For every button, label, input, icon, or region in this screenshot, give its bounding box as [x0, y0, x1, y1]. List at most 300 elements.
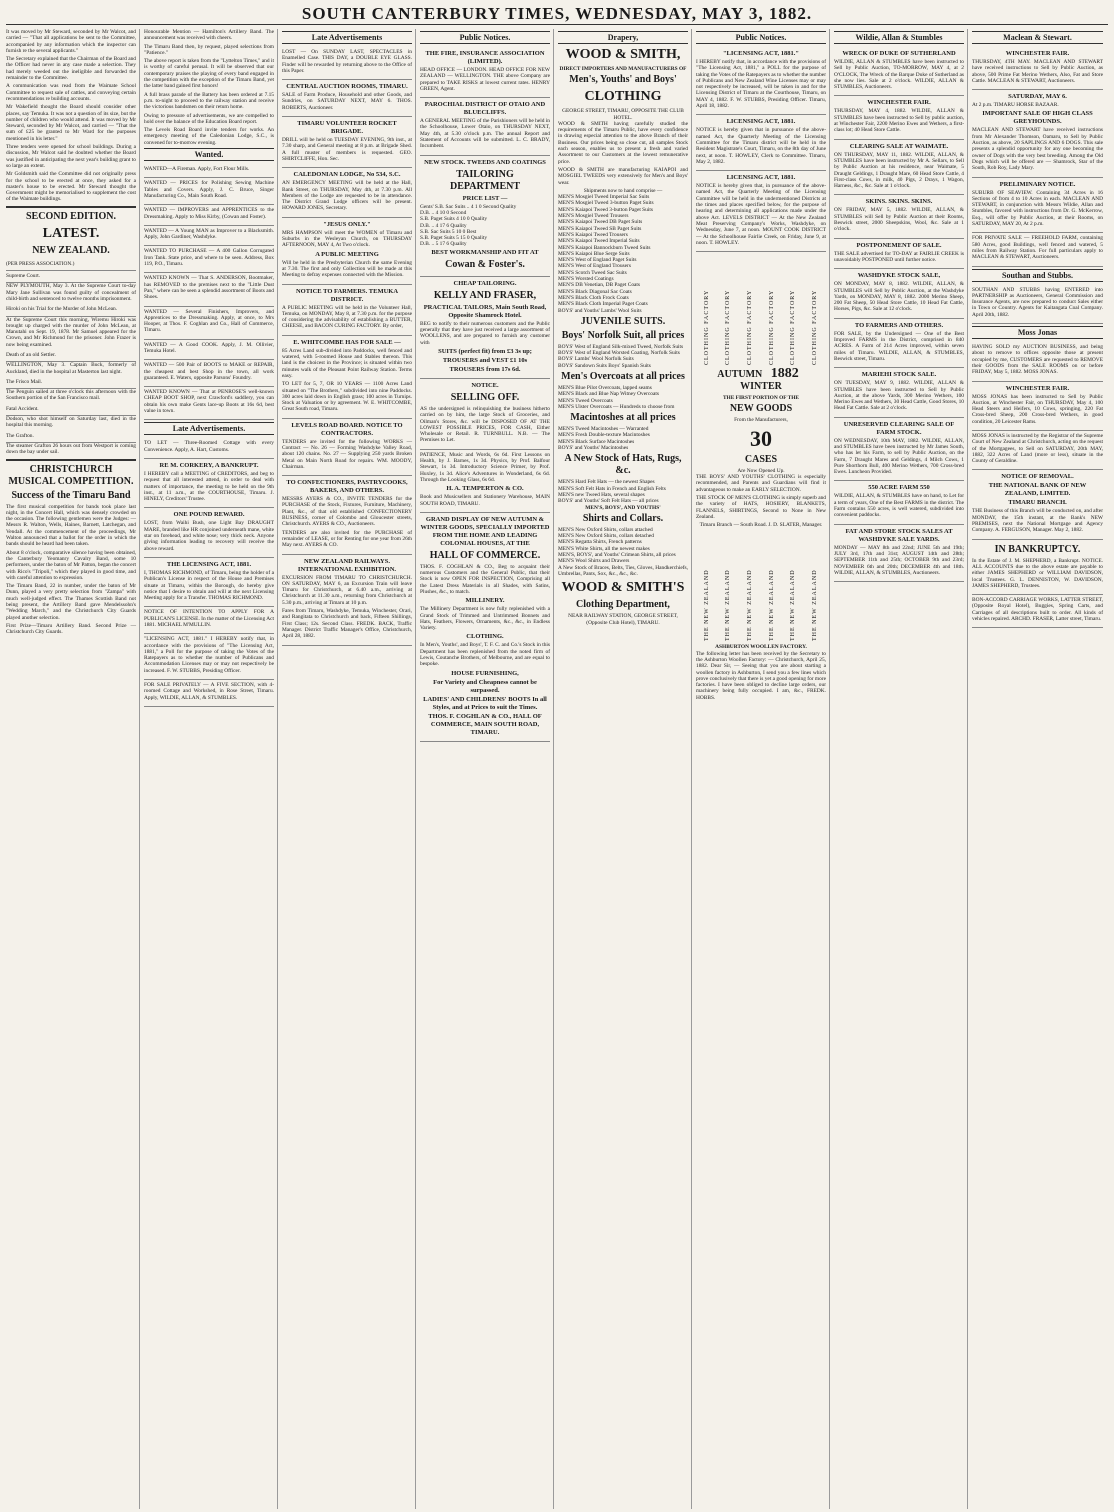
norfolk-heading: Boys' Norfolk Suit, all prices	[561, 329, 685, 341]
ad-title: LEVELS ROAD BOARD. NOTICE TO CONTRACTORS.	[291, 421, 403, 437]
ad-text: MACLEAN AND STEWART have received instructions from Mr Alexander Thomson, Oamaru, to Sell by Public Auction, as above, 20 SAPLINGS AND 6 DOGS. This sale presents a splendid opportunity for any one becoming the owner of Dogs with the very best breeding. Among the Old Dogs which will be offered are — Shamrock, Star of the South, Rob Roy, Lady Mary.	[972, 127, 1103, 172]
price-row: S.B. Paget Suits 5 15 0 Quality	[420, 235, 488, 242]
classified-ad	[972, 540, 1103, 595]
ad-text: MRS HAMPSON will meet the WOMEN of Timaru and Suburbs in the Wesleyan Church, on THURSDAY AFTERNOON, MAY 4, At Two o'clock.	[282, 229, 412, 249]
list-item: MEN'S West of England Paget Suits	[558, 257, 637, 264]
classified-ad	[972, 470, 1103, 539]
classified-ad	[144, 607, 274, 634]
paragraph: The Secretary explained that the Chairman of the Board and the Officer had never in any case made a selection. They had merely weeded out the ineligible and forwarded the remainder to the Committee.	[6, 56, 136, 82]
classified-ad	[282, 336, 412, 419]
ad-title: THE FIRE, INSURANCE ASSOCIATION (LIMITED).	[425, 50, 545, 65]
ad-text: FOR SALE, by the Undersigned — One of the Best Improved FARMS in the District, comprised in 840 ACRES. A Farm of 214 Acres improved, within seven miles of Timaru. WILDIE, ALLAN, & STUMBLES, Beswick street, Timaru.	[834, 330, 964, 362]
classified-ad	[420, 47, 550, 98]
juvenile-list	[558, 344, 688, 369]
ad-title: SKINS. SKINS. SKINS.	[865, 198, 933, 206]
paragraph: The following letter has been received by the Secretary to the Ashburton Woollen Factory: — Christchurch, April 25, 1882. Dear Sir, — Seeing that you are about starting a woollen factory in Ashburton, I send you a few lines which prove conclusively that there is yet a good opening for more factories. I have been obliged to decline large orders, our machinery being fully occupied. I am, &c., FREDK. HOBBS.	[696, 650, 826, 701]
tailors-ad	[420, 277, 550, 379]
ad-title: THE NATIONAL BANK OF NEW ZEALAND, LIMITED.	[988, 482, 1087, 498]
vertical-text: CLOTHING FACTORY	[811, 289, 818, 366]
paragraph: A communication was read from the Waimate School Committee to request sale of cattles, and conveying certain recommendations re building accounts.	[6, 83, 136, 102]
ad-text: TENDERS are also invited for the PURCHASE of remainder of LEASE, or for Renting for one year from 26th May next. AYERS & CO.	[282, 529, 412, 549]
columns	[6, 29, 1108, 1509]
classified-ad	[144, 508, 274, 557]
classified-ad	[972, 342, 1103, 381]
ad-title: CLOTHING.	[466, 633, 504, 641]
list-item: MEN'S Scotch Tweed Sac Suits	[558, 269, 627, 276]
ad-title: NEW STOCK. TWEEDS AND COATINGS	[424, 158, 546, 166]
ad-text: Will be held in the Presbyterian Church the same Evening at 7.30. The first and only Collection will be made at this Meeting to defray expenses connected with the Mission.	[282, 259, 412, 279]
latest-heading: LATEST.	[42, 225, 100, 241]
classified-ad	[972, 90, 1103, 177]
trousers-price: TROUSERS from 17s 6d.	[449, 365, 521, 373]
price-row: D.B. .. 4 17 6 Quality	[420, 222, 467, 229]
list-item: MEN'S Black Cloth Frock Coats	[558, 294, 629, 301]
list-item: MEN'S DB Venetian, DB Paget Coats	[558, 282, 641, 289]
classified-ad	[282, 47, 412, 80]
list-item: BOYS' Lambs' Wool Norfolk Suits	[558, 356, 634, 363]
price-row: D.B. .. 4 10 0 Second	[420, 209, 467, 216]
ad-text: AS the undersigned is relinquishing the business hitherto carried on by him, the large Stock of Groceries, and Oilman's Stores, &c. will be DISPOSED OF AT THE LOWEST POSSIBLE PRICES, FOR CASH, Either Wholesale or Retail. R. TURNBULL. N.B. — The Premises to Let.	[420, 405, 550, 444]
ad-title: UNRESERVED CLEARING SALE OF FARM STOCK.	[843, 420, 955, 436]
ad-title: TO CONFECTIONERS, PASTRYCOOKS, BAKERS, AND OTHERS.	[286, 479, 408, 495]
ad-text: EXCURSION FROM TIMARU TO CHRISTCHURCH. ON SATURDAY, MAY 6, an Excursion Train will leave Timaru for Christchurch, at 6.40 a.m., arriving at Christchurch at 11.30 a.m., returning from Christchurch at 5.30 p.m., arriving at Timaru at 10 p.m.	[282, 574, 412, 606]
press-association: (PER PRESS ASSOCIATION.)	[6, 259, 136, 271]
ad-title: THOS. F. COGHLAN & CO., HALL OF COMMERCE, MAIN SOUTH ROAD, TIMARU.	[428, 712, 542, 736]
classified-ad	[696, 171, 826, 252]
ad-title: NOTICE TO FARMERS. TEMUKA DISTRICT.	[295, 287, 399, 303]
divider	[6, 459, 136, 461]
vertical-text: THE NEW ZEALAND	[768, 569, 775, 642]
classified-ad	[834, 481, 964, 524]
headline: Supreme Court.	[6, 271, 136, 283]
classified-ad	[972, 431, 1103, 470]
column-2	[144, 29, 278, 1509]
classified-ad	[834, 418, 964, 482]
ad-text: WANTED — A Young MAN as Improver to a Blacksmith. Apply, John Gardiner, Washdyke.	[144, 227, 274, 241]
paragraph: The Penguin sailed at three o'clock this afternoon with the Southern portion of the San Francisco mail.	[6, 389, 136, 402]
list-item: MEN'S Kaiapoi Tweed Imperial Suits	[558, 238, 640, 245]
season-heading	[696, 368, 826, 393]
section-header-maclean: Maclean & Stewart.	[972, 31, 1103, 44]
ad-title: WASHDYKE STOCK SALE,	[857, 272, 941, 280]
paragraph: Mr Goldsmith said the Committee did not originally press for the school to be erected at once, they asked for a master's house to be erected. Mr Steward thought the Government might be memorialised to supplement the cost of the Waimate buildings.	[6, 171, 136, 203]
paragraph: WOOD & SMITH are manufacturing KAIAPOI and MOSGIEL TWEEDS very extensively for Men's and Boys' wear.	[558, 166, 688, 186]
new-goods-heading: NEW GOODS	[729, 403, 793, 415]
ad-text: THE SALE advertised for TO-DAY at FAIRLIE CREEK is unavoidably POSTPONED until further notice.	[834, 250, 964, 263]
selling-off-ad	[420, 379, 550, 450]
second-edition-heading: SECOND EDITION.	[25, 210, 117, 222]
price-row: S.B. Sac Suits 5 10 0 Best	[420, 228, 477, 235]
ad-text: THURSDAY, 4TH MAY. MACLEAN AND STEWART have received instructions to Sell by Public Auction, as above, 500 Prime Fat Merino Wethers, Also, Fat and Store Cattle. MACLEAN & STEWART, Auctioneers.	[972, 59, 1103, 84]
paragraph: A full brass parade of the Battery has been ordered at 7.15 p.m. to-night to proceed to the railway station and receive the victorious bandsmen on their return home.	[144, 91, 274, 111]
list-item: MEN'S new Tweed Hats, several shapes	[558, 491, 645, 498]
list-item: MEN'S Regatta Shirts, French patterns	[558, 539, 642, 546]
list-item: MEN'S West of England Trousers	[558, 263, 631, 270]
ad-text: THOS. F. COGHLAN & CO., Beg to acquaint their numerous Customers and the General Public, that their Stock is now OPEN FOR INSPECTION, Comprising all the Latest Dress Materials in all Shades, with Satins, Plushes, &c., to match.	[420, 563, 550, 595]
list-item: BOYS' and Youths' Lambs' Wool Suits	[558, 307, 642, 314]
list-item: MEN'S Kaiapoi Tweed 3-button Paget Suits	[558, 206, 653, 213]
ad-title: LICENSING ACT, 1881.	[726, 174, 796, 182]
macintoshes-list	[558, 426, 688, 451]
ad-title: PRACTICAL TAILORS, Main South Road, Opposite Shamrock Hotel.	[423, 303, 547, 319]
ad-title: ONE POUND REWARD.	[173, 511, 245, 519]
classified-ad	[144, 273, 274, 306]
classified-ad	[144, 680, 274, 707]
list-item: MEN'S Kaiapoi Tweed Trousers	[558, 231, 628, 238]
paragraph: Three tenders were opened for school buildings. During a discussion, Mr Walcot said he doubted whether the Board was justified in anticipating the next year's building grant to so large an extent.	[6, 144, 136, 169]
list-item: MEN'S Mosgiel Tweed Trousers	[558, 213, 629, 220]
vertical-text: THE NEW ZEALAND	[725, 569, 732, 642]
price-list-heading: PRICE LIST —	[462, 194, 508, 202]
vertical-banner	[696, 531, 826, 641]
clothing-department: Clothing Department,	[576, 599, 670, 611]
paragraph: It was moved by Mr Steward, seconded by Mr Walcot, and carried — "That all applications be sent to the Committee, accompanied by any information which the inspector can furnish re the several applicants."	[6, 29, 136, 54]
ad-text: WANTED — 500 Pair of BOOTS to MAKE or REPAIR, the cheapest and best Shop in the town, all work guaranteed. E. Waters, opposite Parsons' Foundry.	[144, 362, 274, 381]
ad-text: WANTED — PRICES for Polishing Sewing Machine Tables and Covers. Apply, J. C. Bruce, Singer Manufacturing Co., Main South Road.	[144, 180, 274, 199]
ad-title: WINCHESTER FAIR.	[1005, 384, 1070, 392]
ad-title: NOTICE OF REMOVAL.	[1001, 473, 1074, 481]
price-row: S.B. Paget Suits 4 10 0 Quality	[420, 216, 488, 223]
list-item: MEN'S Black and Blue Nap Witney Overcoats	[558, 391, 659, 398]
classified-ad	[834, 239, 964, 270]
hall-of-commerce: HALL OF COMMERCE.	[429, 549, 541, 561]
list-item: MEN'S Kaiapoi Tweed SB Paget Suits	[558, 225, 642, 232]
cowan-foster: Cowan & Foster's.	[445, 258, 525, 270]
ad-text: Fares from Timaru, Washdyke, Temuka, Winchester, Orari, and Rangitata to Christchurch and back, Fifteen Shillings, First Class; 12s. Second Class. FREDK. BACK, Traffic Manager. District Traffic Manager's Office, Christchurch, April 28, 1882.	[282, 608, 412, 640]
list-item: BOYS' West of England Silk-mixed Tweed, Norfolk Suits	[558, 343, 684, 350]
column-7	[834, 29, 968, 1509]
clothing-heading: CLOTHING	[584, 89, 662, 105]
classified-ad	[972, 382, 1103, 431]
classified-ad	[144, 226, 274, 247]
new-zealand-heading: NEW ZEALAND.	[32, 244, 110, 256]
suits-price: SUITS (perfect fit) from £3 3s up;	[438, 347, 532, 355]
classified-ad	[144, 459, 274, 508]
classified-ad	[144, 246, 274, 273]
vertical-banner	[696, 255, 826, 365]
cases-label: CASES	[744, 453, 778, 465]
ad-text: TO LET — Three-Roomed Cottage with every Convenience. Apply, A. Hart, Customs.	[144, 440, 274, 453]
section-header-public-notices: Public Notices.	[696, 31, 826, 44]
wood-smith-title: WOOD & SMITH,	[565, 47, 681, 62]
list-item: MEN'S Tweed Macintoshes — Warranted	[558, 426, 649, 433]
list-item: MEN'S New Oxford Shirts, collars detached	[558, 533, 654, 540]
list-item: MEN'S Mosgiel Tweed 3-button Paget Suits	[558, 200, 654, 207]
ad-text: SALE of Farm Produce, Household and other Goods, and Sundries, on SATURDAY NEXT, MAY 6. THOS. ROBERTS, Auctioneer.	[282, 92, 412, 111]
list-item: MEN'S Worsted Coatings	[558, 276, 614, 283]
list-item: MEN'S Kaiapoi Bannockburn Tweed Suits	[558, 244, 651, 251]
classified-ad	[834, 319, 964, 368]
ad-text: AN EMERGENCY MEETING will be held at the Hall, Bank Street, on THURSDAY, May 4th, at 7.30 p.m. All Members of the Lodge are requested to be in attendance. The District Grand Lodge officers will be present. HOWARD JONES, Secretary.	[282, 180, 412, 212]
success-heading: Success of the Timaru Band	[11, 489, 131, 501]
overcoats-heading: Men's Overcoats at all prices	[561, 370, 685, 382]
ad-title: MEN'S, BOYS', AND YOUTHS'	[585, 504, 661, 511]
cases-count: 30	[750, 425, 772, 451]
ad-text: NOTICE is hereby given that, in pursuance of the above-named Act, the Quarterly Meeting of the Licensing Committee will be held in the undermentioned Districts at the times and places specified below, for the purpose of hearing and determining all applications made under the above Act. LEVELS DISTRICT — At the New Zealand Meat Preserving Company's Works, Washdyke, on Wednesday, June 7, at noon. MOUNT COOK DISTRICT — At the Schoolhouse Fairlie Creek, on Friday, June 9, at noon. T. HOWLEY.	[696, 183, 826, 246]
vertical-text: CLOTHING FACTORY	[790, 289, 797, 366]
paragraph: Owing to pressure of advertisements, we are compelled to hold over the balance of the Education Board report.	[144, 112, 274, 125]
section-header-southan: Southan and Stubbs.	[972, 269, 1103, 282]
vertical-text: THE NEW ZEALAND	[811, 569, 818, 642]
overcoats-list	[558, 385, 688, 410]
ad-text: The Millinery Department is now fully replenished with a Grand Stock of Trimmed and Untrimmed Bonnets and Hats, Feathers, Flowers, Ornaments, &c., &c., in Endless Variety.	[420, 606, 550, 632]
ad-text: At 2 p.m. TIMARU HORSE BAZAAR.	[972, 102, 1059, 109]
ad-title: Shipments now to hand comprise —	[583, 187, 663, 194]
vertical-text: THE NEW ZEALAND	[790, 569, 797, 642]
ad-text: LOST, from Waihi Bush, one Light Bay DRAUGHT MARE, branded like HR conjoined underneath mane, white star on forehead, and white nose; very thick neck. Anyone giving information leading to recovery will receive the above reward.	[144, 520, 274, 552]
shirts-list	[558, 527, 688, 565]
vertical-text: CLOTHING FACTORY	[725, 289, 732, 366]
ad-title: THE FIRST PORTION OF THE	[722, 395, 800, 402]
vertical-text: CLOTHING FACTORY	[746, 289, 753, 366]
column-5	[558, 29, 692, 1509]
ad-text: NOTICE OF INTENTION TO APPLY FOR A PUBLICAN'S LICENSE. In the matter of the Licensing Act 1881. MICHAEL M'MULLIN.	[144, 609, 274, 628]
ad-text: In Men's, Youths', and Boys', T. F. C. and Co.'s Stock in this Department has been replenished from the noted firm of Lewis, Coutanche Brothers, of Melbourne, and are equal to bespoke.	[420, 642, 550, 668]
ad-text: WANTED TO PURCHASE — A 400 Gallon Corrugated Iron Tank. State price, and where to be seen. Address, Box 119, P.O., Timaru.	[144, 248, 274, 268]
ad-title: CENTRAL AUCTION ROOMS, TIMARU.	[286, 83, 408, 91]
list-item: MEN'S, BOYS', and Youths' Crimean Shirts, all prices	[558, 552, 676, 559]
ad-text: NOTICE is hereby given that in pursuance of the above-named Act, the Quarterly Meeting of the Licensing Committee for the Timaru district will be held in the Resident Magistrate's Court, Timaru, on the 8th day of June next, at noon. T. HOWLEY, Clerk to Committee. Timaru, May 2, 1882.	[696, 127, 826, 165]
ad-text: LOST — On SUNDAY LAST, SPECTACLES in Enamelled Case. THIS DAY, a DOUBLE EYE GLASS. Finder will be rewarded by returning above to the Office of this Paper.	[282, 49, 412, 74]
paragraph: The above report is taken from the "Lyttelton Times," and it is worthy of careful perusal. It will be observed that our contemporary praises the playing of every band engaged in the competition with the exception of the Timaru Band, yet the latter band gained first honors!	[144, 58, 274, 90]
classified-ad	[282, 285, 412, 336]
list-item: MEN'S Kaiapoi Tweed DB Paget Suits	[558, 219, 643, 226]
classified-ad	[144, 558, 274, 607]
classified-ad	[972, 285, 1103, 324]
ad-title: CLEARING SALE AT WAIMATE.	[849, 142, 949, 150]
paragraph: The steamer Grafton 26 hours out from Westport is coming down the bay under sail.	[6, 442, 136, 456]
mens-youths-boys: Men's, Youths' and Boys'	[569, 74, 677, 86]
vertical-text: CLOTHING FACTORY	[703, 289, 710, 366]
ad-title: From the Manufacturers,	[734, 417, 788, 424]
paragraph: Dodson, who shot himself on Saturday last, died in the hospital this morning.	[6, 416, 136, 429]
ad-text: In the Estate of J. M. SHEPHERD, a Bankrupt. NOTICE. ALL ACCOUNTS due to the above estate are payable to either JAMES SHEPHERD or WILLIAM DAVIDSON, local Trustees. G. L. DENNISTON, W. DAVIDSON, JAMES SHEPHERD, Trustees.	[972, 557, 1103, 589]
ad-text: 85 Acres Land sub-divided into Paddocks, well fenced and watered, with 5-roomed House and Stables thereon. This land is the choicest in the Province; is situated within two minutes walk of the Pleasant Point Railway Station. Terms easy.	[282, 347, 412, 379]
ad-title: WINCHESTER FAIR.	[867, 99, 931, 107]
classified-ad	[282, 168, 412, 217]
column-4	[420, 29, 554, 1509]
ad-text: PATIENCE, Music and Words, 6s 6d. First Lessons on Health, by J. Barnes, 1s 3d. Physics, by Prof. Balfour Stewart, 1s 3d. Introductory Science Primer, by Prof. Huxley, 1s 3d. Alice's Adventures in Wonderland, 6s 6d. Through the Looking Glass, 6s 6d.	[420, 451, 550, 483]
price-list	[420, 204, 550, 248]
ad-title: 550 ACRE FARM 550	[868, 484, 930, 492]
classified-ad	[144, 340, 274, 361]
paragraph: The Timaru Band then, by request, played selections from "Patience."	[144, 43, 274, 56]
headline: Hiroki on his Trial for the Murder of John McLean.	[6, 304, 136, 316]
christchurch-heading: CHRISTCHURCH MUSICAL COMPETITION.	[8, 463, 134, 487]
ad-text: WANTED KNOWN — That S. ANDERSON, Bootmaker, has REMOVED to the premises next to the "Little Dust Pan," where can be seen a splendid assortment of Boots and Shoes.	[144, 275, 274, 301]
classified-ad	[834, 269, 964, 318]
ad-title: LADIES' AND CHILDRENS' BOOTS In all Styles, and at Prices to suit the Times.	[423, 695, 547, 711]
ad-text: ON WEDNESDAY, 10th MAY, 1882. WILDIE, ALLAN, and STUMBLES have been instructed by Mr James South, who has let his Farm, to sell by Public Auction, on the Farm, 7 Draught Mares and Geldings, 4 Milch Cows, 1 Pure Shorthorn Bull, 400 Merino Wethers, 700 Cross-bred Ewes. Luncheon Provided.	[834, 437, 964, 476]
classified-ad	[282, 80, 412, 117]
price-row: D.B. .. 5 17 6 Quality	[420, 241, 467, 248]
headline: Fatal Accident.	[6, 404, 136, 416]
list-item: MEN'S Fresh Double-texture Macintoshes	[558, 432, 650, 439]
ad-text: WANTED KNOWN — That at PENROSE'S well-known CHEAP BOOT SHOP, next Crawford's saddlery, you can obtain his own make Gents lace-up Boots at 16s 6d, best value in town.	[144, 389, 274, 415]
classified-ad	[972, 178, 1103, 234]
section-header-wildie: Wildie, Allan & Stumbles	[834, 31, 964, 44]
paragraph: The Timaru Band, 22 in number, under the baton of Mr Dunn, played a very pretty selection from "Zampa" with much well-judged effect. The Thames Scottish Band not being present, the Artillery Band gave Mendelssohn's "Wedding March," and the Christchurch City Guards played another selection.	[6, 583, 136, 621]
paragraph: The Levels Road Board invite tenders for works. An emergency meeting of the Caledonian Lodge, S.C., is convened for to-morrow evening.	[144, 127, 274, 146]
ad-title: Timaru Branch — South Road. J. D. SLATER, Manager.	[699, 522, 823, 529]
paragraph: Mr Wakefield thought the Board should consider other places, say Temuka. It was not a question of its size, but the number of children who would attend. It was moved by Mr Steward, seconded by Mr Walcot, and carried — "That the sum of £25 be granted to Mr Ward for the purposes mentioned in his letter."	[6, 104, 136, 142]
ad-title: DIRECT IMPORTERS AND MANUFACTURERS OF	[559, 66, 687, 72]
list-item: BOYS' and Youths' Soft Felt Hats — all prices	[558, 498, 659, 505]
ad-text: ON FRIDAY, MAY 5, 1882. WILDIE, ALLAN, & STUMBLES will Sell by Public Auction at their Rooms, Beswick street, 2000 Sheepskins, Wool, &c. Sale at 1 o'clock.	[834, 207, 964, 233]
classified-ad	[282, 218, 412, 285]
headline: Death of an old Settler.	[6, 350, 136, 362]
hall-commerce-ad	[420, 513, 550, 742]
classified-ad	[834, 368, 964, 417]
classified-ad	[144, 205, 274, 226]
ad-title: NOTICE.	[471, 381, 499, 389]
divider	[6, 206, 136, 208]
ad-title: MARIEHI STOCK SALE.	[861, 371, 937, 379]
ad-text: HEAD OFFICE — LONDON. HEAD OFFICE FOR NEW ZEALAND — WELLINGTON. THE above Company are prepared to TAKE RISKS at lowest current rates. HENRY GREEN, Agent.	[420, 67, 550, 92]
hats-list	[558, 479, 688, 504]
list-item: MEN'S Blue Pilot Overcoats, lapped seams	[558, 384, 652, 391]
ad-title: LICENSING ACT, 1881.	[726, 118, 796, 126]
shipment-list	[558, 194, 688, 314]
ad-title: "JESUS ONLY."	[323, 220, 371, 228]
ad-text: HAVING SOLD my AUCTION BUSINESS, and being about to remove to offices opposite those at present occupied by me, CUSTOMERS are requested to REMOVE their GOODS from the SALE ROOMS on or before FRIDAY, May 5, 1882. MOSS JONAS.	[972, 344, 1103, 376]
paragraph: About 8 o'clock, comparative silence having been obtained, the Canterbury Yeomanry Cavalry Band, some 10 performers, under the baton of Mr Patton, began the concert with Rico's "Tripoli," which they played in good time, and with careful attention to expression.	[6, 549, 136, 581]
trousers-vest-price: TROUSERS and VEST £1 10s	[442, 356, 528, 364]
section-header-late: Late Advertisements.	[144, 422, 274, 435]
ad-text: WANTED—A Fireman. Apply, Fort Flour Mills.	[144, 166, 250, 173]
books-ad	[420, 450, 550, 513]
list-item: MEN'S White Shirts, all the newest makes	[558, 545, 650, 552]
ad-text: ON TUESDAY, MAY 9, 1882. WILDIE, ALLAN & STUMBLES have been instructed to Sell by Public Auction, at the above Yards, 300 Merino Wethers, 100 Merino Ewes and Wethers, 30 Head Cattle, Good Stores, 10 Head Fat Cattle. Sale at 2 o'clock.	[834, 380, 964, 412]
classified-ad	[972, 233, 1103, 266]
ad-title: "LICENSING ACT, 1881."	[722, 50, 800, 57]
classified-ad	[144, 634, 274, 680]
paragraph: THE STOCK OF MEN'S CLOTHING is simply superb and the variety of HATS, HOSIERY, BLANKETS, FLANNELS, SHIRTINGS, Second to None in New Zealand.	[696, 494, 826, 520]
vertical-text: THE NEW ZEALAND	[746, 569, 753, 642]
ad-text: ON MONDAY, MAY 8, 1882. WILDIE, ALLAN, & STUMBLES will Sell by Public Auction, at the Washdyke Yards, on MONDAY, MAY 8, 1882. 2000 Merino Sheep, 200 Fat Sheep, 50 Head Store Cattle, 10 Head Fat Cattle, Horses, Pigs, &c. Sale at 12 o'clock.	[834, 281, 964, 313]
ad-text: FOR SALE PRIVATELY — A FIVE SECTION, with 4-roomed Cottage and Workshed, in Rose Street, Timaru. Apply, WILDIE, ALLAN, & STUMBLES.	[144, 682, 274, 701]
ad-text: TENDERS are invited for the following WORKS — Contract — No. 26 — Forming Washdyke Valley Road, about 120 chains. No. 27 — Supplying 250 yards Broken Metal on Main North Road for repairs. WM. MOODY, Chairman.	[282, 438, 412, 470]
ad-text: I HEREBY call a MEETING of CREDITORS, and beg to request that all interested attend, in order to deal with matters of importance, the meeting to be held on the 9th inst., at 11 a.m., at the COURTHOUSE, Timaru. J. HINELY, Creditors' Trustee.	[144, 470, 274, 503]
juvenile-suits-heading: JUVENILE SUITS.	[580, 315, 666, 327]
classified-ad	[696, 47, 826, 115]
classified-ad	[144, 307, 274, 340]
ad-text: MOSS JONAS is instructed by the Registrar of the Supreme Court of New Zealand at Christchurch, acting on the request of the Mortgagees, to Sell on SATURDAY, 20th MAY, 1882, 322 Acres of Land (more or less), situate in the County of Geraldine.	[972, 432, 1103, 465]
ad-text: SOUTHAN AND STUBBS having ENTERED into PARTNERSHIP as Auctioneers, General Commission and Insurance Agents, are now prepared to conduct Sales either in Town or Country. Agents for Kaitangata Coal Company. April 20th, 1882.	[972, 286, 1103, 318]
ad-title: IMPORTANT SALE OF HIGH CLASS GREYHOUNDS.	[982, 110, 1093, 126]
ad-text: DRILL will be held on TUESDAY EVENING, 9th inst., at 7.30 sharp, and General meeting at 8 p.m. at Brigade Shed. A full muster of members is requested. GEO. SHIRTCLIFFE, Hon. Sec.	[282, 137, 412, 162]
ad-title: TO FARMERS AND OTHERS.	[854, 321, 944, 329]
column-3	[282, 29, 416, 1509]
ad-title: PRELIMINARY NOTICE.	[999, 180, 1076, 188]
ad-text: TO LET for 5, 7, OR 10 YEARS — 1100 Acres Land situated on "The Brothers," subdivided into nine Paddocks. 300 acres laid down in English grass; 100 acres in Turnips. Stock at Valuation or by agreement. W. E. WHITCOMBE, Great South road, Timaru.	[282, 381, 412, 413]
column-6	[696, 29, 830, 1509]
ad-text: WILDIE, ALLAN & STUMBLES have been instructed to Sell by Public Auction, TO-MORROW, MAY 4, at 2 O'CLOCK, The Wreck of the Barque Duke of Sutherland as she now lies. Sale at 2 o'clock. WILDIE, ALLAN & STUMBLES, Auctioneers.	[834, 59, 964, 91]
list-item: MEN'S Mosgiel Tweed Imperial Sac Suits	[558, 194, 650, 201]
ad-text: WANTED — IMPROVERS and APPRENTICES to the Dressmaking. Apply to Miss Kirby, (Cowan and Foster).	[144, 207, 274, 220]
ad-text: I, THOMAS RICHMOND, of Timaru, being the holder of a Publican's License in respect of the House and Premises situate at Timaru, within the Borough, do hereby give notice that I desire to obtain and will at the next Licensing Meeting apply for a Transfer. THOMAS RICHMOND.	[144, 569, 274, 602]
ad-title: THE LICENSING ACT, 1881.	[166, 560, 252, 568]
paragraph: First Prize—Timaru Artillery Band. Second Prize — Christchurch City Guards.	[6, 622, 136, 636]
ad-title: A PUBLIC MEETING	[315, 250, 379, 258]
vertical-text: THE NEW ZEALAND	[703, 569, 710, 642]
section-header-late-ads: Late Advertisements	[282, 31, 412, 44]
section-header-moss-jonas: Moss Jonas	[972, 326, 1103, 339]
ad-text: Book and Musicsellers and Stationery Warehouse, MAIN SOUTH ROAD, TIMARU.	[420, 494, 550, 507]
ad-text: FOR PRIVATE SALE — FREEHOLD FARM, containing 580 Acres, good Buildings, well fenced and watered, 5 miles from Railway Station. For full particulars apply to MACLEAN & STEWART, Auctioneers.	[972, 235, 1103, 261]
price-row: Gents' S.B. Sac Suits .. 4 1 0 Second Quality	[420, 203, 517, 210]
classified-ad	[144, 164, 274, 178]
classified-ad	[696, 115, 826, 171]
ad-title: ASHBURTON WOOLLEN FACTORY.	[715, 644, 807, 651]
classified-ad	[972, 595, 1103, 628]
ad-text: MESSRS AYERS & CO., INVITE TENDERS for the PURCHASE of the Stock, Fixtures, Furniture, Machinery, Plant, &c., of that old established CONFECTIONERY BUSINESS, corner of Colombo and Gloucester streets, Christchurch. AYERS & CO., Auctioneers.	[282, 496, 412, 528]
ad-title: CHEAP TAILORING.	[453, 279, 517, 287]
classified-ad	[834, 96, 964, 139]
list-item: MEN'S Hard Felt Hats — the newest Shapes	[558, 479, 655, 486]
section-header-wanted: Wanted.	[144, 148, 274, 161]
classified-ad	[282, 476, 412, 554]
ad-title: TIMARU BRANCH.	[1008, 499, 1067, 507]
classified-ad	[282, 555, 412, 646]
ad-title: FAT AND STORE STOCK SALES AT WASHDYKE SALE YARDS.	[845, 527, 953, 543]
paragraph: NEW PLYMOUTH, May 3. At the Supreme Court to-day Mary Jane Sullivan was found guilty of concealment of child-birth and sentenced to twelve months imprisonment.	[6, 283, 136, 302]
classified-ad	[282, 117, 412, 168]
kelly-fraser: KELLY AND FRASER,	[433, 289, 537, 301]
hats-heading: A New Stock of Hats, Rugs, &c.	[564, 453, 682, 477]
ad-text: MOSS JONAS has been instructed to Sell by Public Auction, at Winchester Fair, on THURSDAY, May 4, 100 Head Steers and Heifers, 10 Cows, springing, 220 Fat Cross-bred Sheep, 200 Cross-bred Wethers, in good condition, 20 Leicester Rams.	[972, 393, 1103, 425]
ad-title: POSTPONEMENT OF SALE.	[856, 241, 942, 249]
list-item: BOYS' and Youths' Macintoshes	[558, 445, 629, 452]
tailoring-heading: TAILORING DEPARTMENT	[449, 168, 521, 192]
paragraph: At the Supreme Court this morning, Wiremu Hiroki was brought up charged with the murder of John McLean, at Manutahi on Sept. 19, 1878. Mr Samuel appeared for the Crown, and Mr Richmond for the prisoner. John Frazer is now being examined.	[6, 316, 136, 348]
classified-ad	[834, 525, 964, 582]
ad-text: WANTED — A Good COOK. Apply, J. M. Ollivier, Temuka Hotel.	[144, 341, 274, 354]
ad-text: A PUBLIC MEETING will be held in the Volunteer Hall, Temuka, on MONDAY, May 8, at 7.30 p.m. for the purpose of considering the advisability of establishing a BUTTER, CHEESE, and BACON CURING FACTORY. By order,	[282, 304, 412, 330]
ad-text: ON THURSDAY, MAY 11, 1882. WILDIE, ALLAN, & STUMBLES have been instructed by Mr A. Sellars, to Sell by Public Auction at his residence, near Waimate, 5 Draught Geldings, 1 Draught Mare, 60 Head Store Cattle, 4 First-class Cows, in milk, 40 Pigs, 2 Drays, 1 Wagon, Harness, &c., &c. Sale at 1 o'clock.	[834, 151, 964, 190]
ad-title: MILLINERY.	[465, 597, 505, 605]
section-header-drapery: Drapery,	[558, 31, 688, 44]
ad-title: GRAND DISPLAY OF NEW AUTUMN & WINTER GOODS, SPECIALLY IMPORTED FROM THE HOME AND LEADING COLONIAL HOUSES, AT THE	[420, 515, 550, 547]
ad-title: GEORGE STREET, TIMARU, OPPOSITE THE CLUB HOTEL.	[562, 108, 684, 121]
section-header-public-notices: Public Notices.	[420, 31, 550, 44]
ad-text: THURSDAY, MAY 4, 1882. WILDIE, ALLAN & STUMBLES have been instructed to Sell by public auction, at Winchester Fair, 2200 Merino Ewes and Wethers, a first-class lot; 40 Head Store Cattle.	[834, 108, 964, 134]
ad-text: "LICENSING ACT, 1881." I HEREBY notify that, in accordance with the provisions of "The Licensing Act, 1881," a Poll for the purpose of taking the Votes of the Ratepayers as to whether the number of Publicans and Accommodation Licenses may or may not respectively be increased. F. W. STUBBS, Presiding Officer.	[144, 636, 274, 674]
list-item: MEN'S Wool Shirts and Drawers	[558, 558, 630, 565]
tailoring-ad	[420, 156, 550, 277]
wood-smith-footer: WOOD & SMITH'S	[561, 580, 685, 596]
list-item: MEN'S Soft Felt Hats in French and English Felts	[558, 485, 666, 492]
list-item: MEN'S New Oxford Shirts, collars attached	[558, 526, 653, 533]
paragraph: THE BOYS' AND YOUTHS' CLOTHING is especially recommended, and Parents and Guardians will find it advantageous to make an EARLY SELECTION.	[696, 474, 826, 493]
headline: The Grafton.	[6, 431, 136, 443]
ad-title: TIMARU VOLUNTEER ROCKET BRIGADE.	[297, 120, 397, 136]
shirts-heading: Shirts and Collars.	[582, 512, 664, 524]
list-item: MEN'S Ulster Overcoats — Hundreds to choose from	[558, 403, 675, 410]
ad-text: WILDIE, ALLAN, & STUMBLES have on hand, to Let for a term of years, One of the Best FARMS in the district. The Farm contains 550 acres, is well watered, subdivided into convenient paddocks.	[834, 493, 964, 519]
ad-text: THE Business of this Branch will be conducted on, and after MONDAY, the 15th instant, at the Bank's NEW PREMISES, next the National Mortgage and Agency Company. A. FERGUSON, Manager. May 2, 1882.	[972, 508, 1103, 534]
winter-label: WINTER	[740, 381, 782, 393]
selling-off-heading: SELLING OFF.	[450, 391, 520, 403]
paragraph: The first musical competition for bands took place last night, in the Concert Hall, which was densely crowded on the occasion. The following gentlemen were the Judges: — Messrs R. Walton, Wells, Haines, Barnett, Latchegan, and Vendall. At the commencement of the proceedings, Mr Walton announced that a ballot for the order in which the bands should be heard had been taken.	[6, 503, 136, 548]
ad-title: E. WHITCOMBE HAS FOR SALE —	[293, 338, 401, 346]
autumn-label: AUTUMN	[717, 369, 763, 381]
column-8	[972, 29, 1106, 1509]
ad-title: SATURDAY, MAY 6.	[1008, 93, 1067, 101]
ad-title: H. A. TEMPERTON & CO.	[446, 485, 524, 493]
classified-ad	[144, 360, 274, 387]
ad-title: BEST WORKMANSHIP AND FIT AT	[431, 248, 539, 256]
